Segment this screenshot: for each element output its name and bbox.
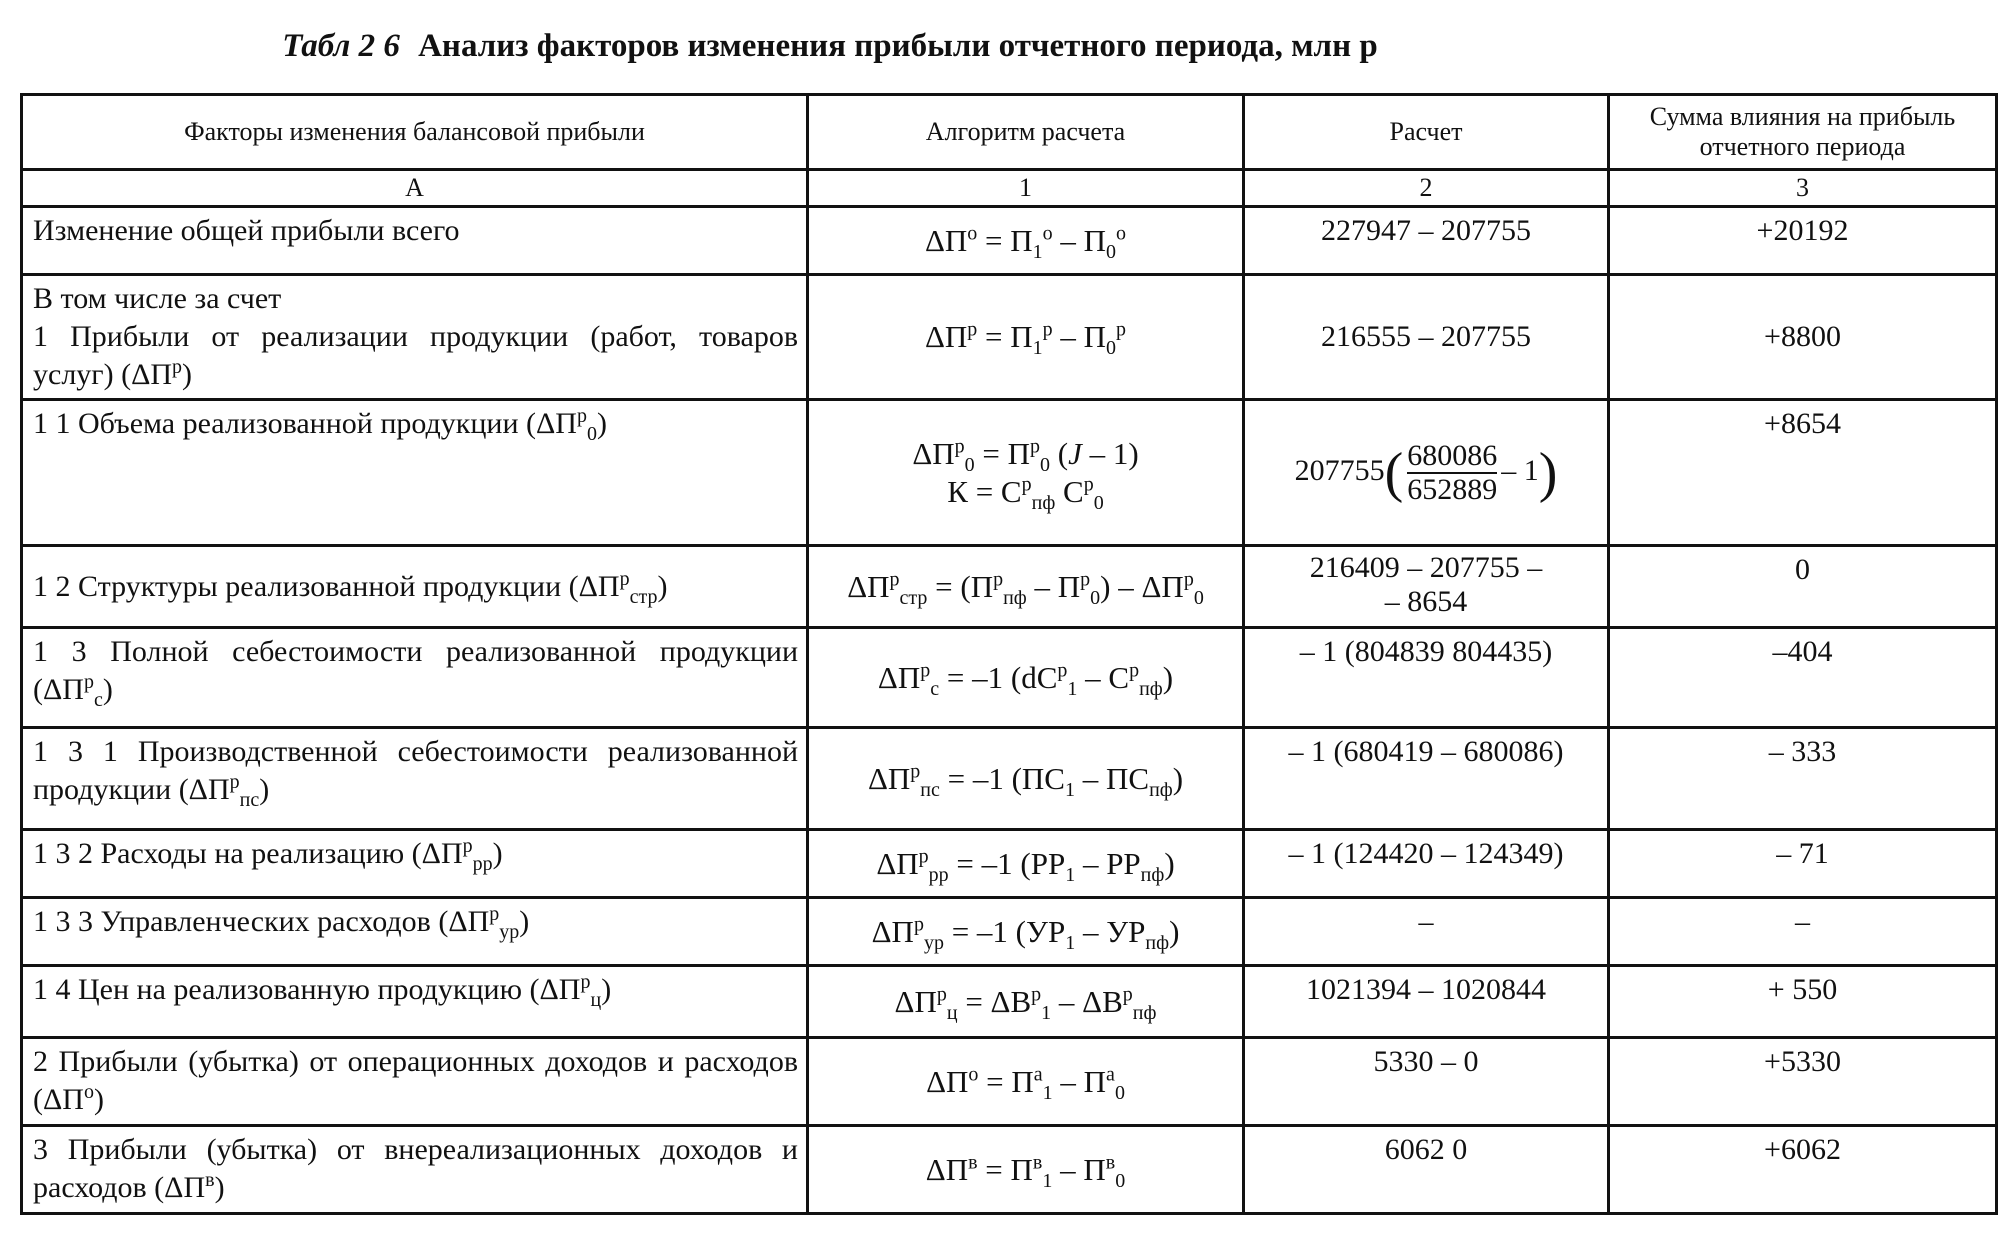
- header-factors: Факторы изменения балансовой прибыли: [22, 95, 808, 170]
- table-title: [0, 28, 1660, 65]
- table-row: [22, 400, 1997, 546]
- algorithm-cell: $\Delta П^о = П^а_1 - П^а_0$: [808, 1038, 1244, 1126]
- factor-cell: 1 2 Структуры реализованной продукции $(\Delta П^р_{стр})$: [22, 546, 808, 628]
- influence-cell: +20192: [1609, 207, 1997, 275]
- calculation-cell: 1021394 – 1020844: [1244, 966, 1609, 1038]
- influence-cell: +8654: [1609, 400, 1997, 546]
- index-cell: 3: [1609, 170, 1997, 207]
- factor-analysis-table: [20, 93, 1998, 1215]
- table-row: [22, 728, 1997, 830]
- calculation-cell: 216555 – 207755: [1244, 275, 1609, 400]
- calculation-cell: 207755( $\frac{680086}{652889}$ – 1): [1244, 400, 1609, 546]
- table-row: [22, 898, 1997, 966]
- table-number: Табл 2 6: [282, 28, 400, 64]
- algorithm-cell: $\Delta П^в = П^в_1 - П^в_0$: [808, 1126, 1244, 1214]
- fraction-denominator: 652889: [1407, 472, 1498, 506]
- table-row: [22, 628, 1997, 728]
- algorithm-cell: $\Delta П^р_{пс} = -1$ $(ПС_1 - ПС_{пф})$: [808, 728, 1244, 830]
- header-calculation: Расчет: [1244, 95, 1609, 170]
- algorithm-cell: $\Delta П^р_0 = П^р_0$ (J – 1) $К = С^р_{пф}$ $С^р_0$: [808, 400, 1244, 546]
- influence-cell: 0: [1609, 546, 1997, 628]
- algorithm-cell: $\Delta П^р_{стр} = (П^р_{пф} - П^р_0) - \Delta П^р_0$: [808, 546, 1244, 628]
- algorithm-cell: $\Delta П^р_{рр} = -1$ $(РР_1 - РР_{пф})$: [808, 830, 1244, 898]
- algorithm-cell: $\Delta П^о = П_1^о - П_0^о$: [808, 207, 1244, 275]
- factor-cell: 1 3 2 Расходы на реализацию $(\Delta П^р_{рр})$: [22, 830, 808, 898]
- header-influence-sum: Сумма влияния на прибыль отчетного периода: [1609, 95, 1997, 170]
- index-cell: 2: [1244, 170, 1609, 207]
- factor-cell: Изменение общей прибыли всего: [22, 207, 808, 275]
- header-row: [22, 95, 1997, 170]
- header-algorithm: Алгоритм расчета: [808, 95, 1244, 170]
- index-cell: А: [22, 170, 808, 207]
- factor-cell: 1 3 Полной себестоимости реализованной продукции $(\Delta П^р_с)$: [22, 628, 808, 728]
- calculation-cell: 216409 – 207755 – – 8654: [1244, 546, 1609, 628]
- influence-cell: – 333: [1609, 728, 1997, 830]
- calculation-cell: –: [1244, 898, 1609, 966]
- algorithm-cell: $\Delta П^р_ц = \Delta В^р_1 - \Delta В^р_{пф}$: [808, 966, 1244, 1038]
- algorithm-cell: $\Delta П^р_с = -1$ $(dC^р_1 - С^р_{пф})$: [808, 628, 1244, 728]
- calculation-cell: – 1 (804839 804435): [1244, 628, 1609, 728]
- factor-cell: 1 3 1 Производственной себестоимости реализованной продукции $(\Delta П^р_{пс})$: [22, 728, 808, 830]
- index-cell: 1: [808, 170, 1244, 207]
- influence-cell: + 550: [1609, 966, 1997, 1038]
- influence-cell: +8800: [1609, 275, 1997, 400]
- calculation-cell: 227947 – 207755: [1244, 207, 1609, 275]
- factor-cell: 1 4 Цен на реализованную продукцию $(\Delta П^р_ц)$: [22, 966, 808, 1038]
- table-row: [22, 546, 1997, 628]
- factor-cell: 1 3 3 Управленческих расходов $(\Delta П^р_{ур})$: [22, 898, 808, 966]
- factor-cell: 2 Прибыли (убытка) от операционных доходов и расходов $(\Delta П^о)$: [22, 1038, 808, 1126]
- table-row: [22, 207, 1997, 275]
- influence-cell: –: [1609, 898, 1997, 966]
- table-row: [22, 966, 1997, 1038]
- influence-cell: +5330: [1609, 1038, 1997, 1126]
- algorithm-cell: $\Delta П^р = П_1^р - П_0^р$: [808, 275, 1244, 400]
- calculation-cell: 5330 – 0: [1244, 1038, 1609, 1126]
- table-row: [22, 275, 1997, 400]
- table-row: [22, 1038, 1997, 1126]
- table-row: [22, 830, 1997, 898]
- table-caption: Анализ факторов изменения прибыли отчетного периода, млн р: [418, 28, 1378, 64]
- calculation-cell: – 1 (124420 – 124349): [1244, 830, 1609, 898]
- factor-cell: 1 1 Объема реализованной продукции $(\Delta П^р_0)$: [22, 400, 808, 546]
- calculation-cell: – 1 (680419 – 680086): [1244, 728, 1609, 830]
- fraction-numerator: 680086: [1407, 438, 1498, 472]
- algorithm-cell: $\Delta П^р_{ур} = -1$ $(УР_1 - УР_{пф})$: [808, 898, 1244, 966]
- table-row: [22, 1126, 1997, 1214]
- calculation-cell: 6062 0: [1244, 1126, 1609, 1214]
- influence-cell: – 71: [1609, 830, 1997, 898]
- influence-cell: +6062: [1609, 1126, 1997, 1214]
- influence-cell: –404: [1609, 628, 1997, 728]
- index-row: [22, 170, 1997, 207]
- factor-cell: В том числе за счет 1 Прибыли от реализации продукции (работ, товаров услуг) $(\Delta П^р)$: [22, 275, 808, 400]
- factor-cell: 3 Прибыли (убытка) от внереализационных доходов и расходов $(\Delta П^в)$: [22, 1126, 808, 1214]
